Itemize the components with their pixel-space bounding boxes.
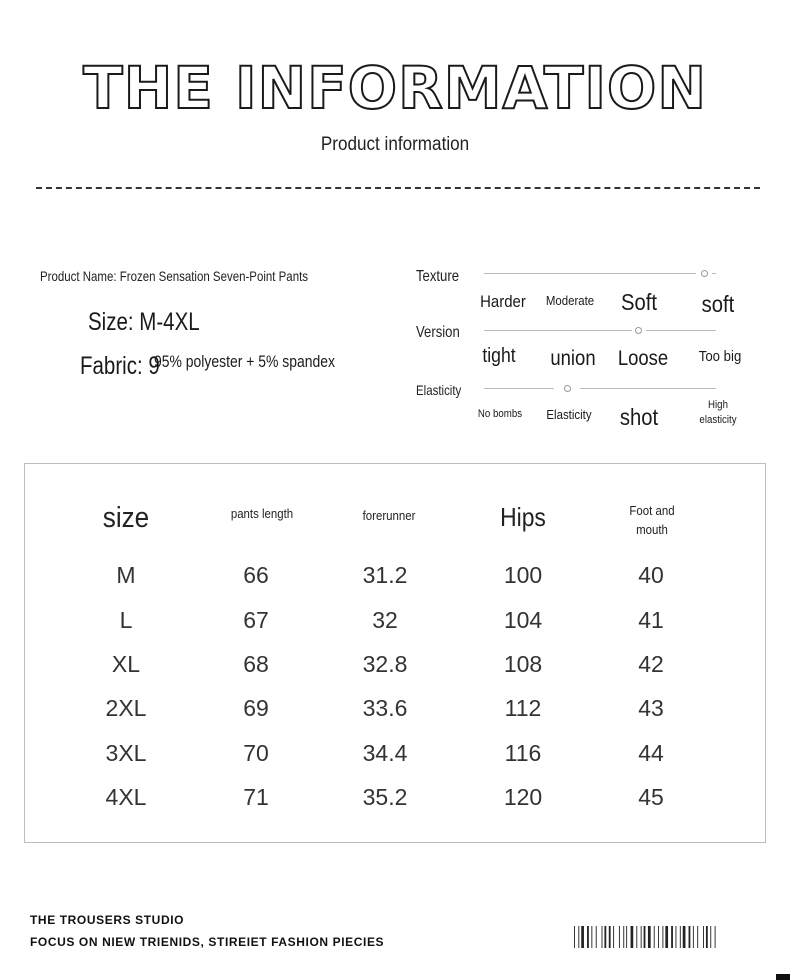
table-cell: 112 bbox=[504, 695, 542, 721]
table-cell: 68 bbox=[243, 651, 269, 677]
page-subtitle: Product information bbox=[320, 134, 470, 155]
table-cell: XL bbox=[111, 651, 141, 677]
version-option: union bbox=[550, 347, 596, 370]
table-header: forerunner bbox=[362, 508, 416, 523]
table-cell: 100 bbox=[503, 562, 543, 588]
table-cell: 40 bbox=[638, 562, 664, 588]
table-cell: 42 bbox=[638, 651, 664, 677]
version-scale-line bbox=[484, 330, 632, 331]
table-header: size bbox=[102, 502, 150, 534]
table-cell: 41 bbox=[638, 607, 664, 633]
elasticity-scale-line bbox=[580, 388, 716, 389]
attr-label-texture: Texture bbox=[416, 268, 460, 285]
table-cell: 43 bbox=[638, 695, 664, 721]
size-range: Size: M-4XL bbox=[88, 308, 200, 336]
table-header: Hips bbox=[500, 502, 546, 532]
table-cell: L bbox=[119, 607, 133, 633]
table-cell: 69 bbox=[243, 695, 269, 721]
footer-studio-name: THE TROUSERS STUDIO bbox=[30, 913, 185, 927]
barcode-icon bbox=[574, 926, 758, 948]
version-option: Loose bbox=[617, 347, 669, 370]
table-cell: 45 bbox=[638, 784, 664, 810]
texture-option: soft bbox=[701, 291, 735, 317]
table-cell: M bbox=[116, 562, 136, 588]
table-header: Foot and mouth bbox=[629, 503, 675, 537]
table-cell: 35.2 bbox=[362, 784, 408, 810]
table-cell: 116 bbox=[504, 740, 542, 766]
table-cell: 32 bbox=[372, 607, 398, 633]
page-title: THE INFORMATION bbox=[83, 54, 707, 122]
table-header: pants length bbox=[230, 506, 294, 521]
table-cell: 67 bbox=[243, 607, 269, 633]
elasticity-option: High elasticity bbox=[699, 399, 737, 426]
table-cell: 71 bbox=[243, 784, 269, 810]
table-cell: 104 bbox=[503, 607, 543, 633]
elasticity-scale-marker bbox=[564, 385, 571, 392]
elasticity-scale-line bbox=[484, 388, 554, 389]
table-cell: 44 bbox=[638, 740, 664, 766]
version-option: tight bbox=[482, 345, 516, 367]
table-cell: 70 bbox=[243, 740, 269, 766]
size-table bbox=[24, 463, 766, 843]
version-scale-line bbox=[646, 330, 716, 331]
texture-scale-marker bbox=[701, 270, 708, 277]
product-name: Product Name: Frozen Sensation Seven-Point Pants bbox=[40, 268, 309, 284]
table-cell: 120 bbox=[503, 784, 543, 810]
texture-scale-line bbox=[484, 273, 696, 274]
table-cell: 34.4 bbox=[362, 740, 408, 766]
fabric-label: Fabric: 9 bbox=[80, 352, 160, 380]
elasticity-option: Elasticity bbox=[546, 407, 592, 422]
elasticity-option: shot bbox=[619, 404, 659, 430]
texture-option: Harder bbox=[480, 292, 526, 311]
table-cell: 66 bbox=[243, 562, 269, 588]
table-cell: 3XL bbox=[105, 740, 147, 766]
fabric-composition: 95% polyester + 5% spandex bbox=[154, 352, 335, 371]
version-option: Too big bbox=[698, 348, 742, 365]
attr-label-version: Version bbox=[416, 324, 460, 341]
table-cell: 31.2 bbox=[362, 562, 408, 588]
elasticity-option: No bombs bbox=[477, 408, 523, 420]
table-cell: 33.6 bbox=[362, 695, 408, 721]
texture-option: Soft bbox=[620, 289, 657, 315]
dashed-divider bbox=[36, 187, 760, 189]
texture-option: Moderate bbox=[545, 293, 595, 308]
table-cell: 2XL bbox=[105, 695, 147, 721]
table-cell: 4XL bbox=[105, 784, 147, 810]
corner-mark bbox=[776, 974, 790, 980]
table-cell: 108 bbox=[503, 651, 543, 677]
version-scale-marker bbox=[635, 327, 642, 334]
footer-slogan: FOCUS ON NIEW TRIENIDS, STIREIET FASHION PIECIES bbox=[30, 935, 385, 949]
table-cell: 32.8 bbox=[362, 651, 408, 677]
texture-scale-line-end bbox=[712, 273, 716, 274]
attr-label-elasticity: Elasticity bbox=[416, 382, 462, 398]
